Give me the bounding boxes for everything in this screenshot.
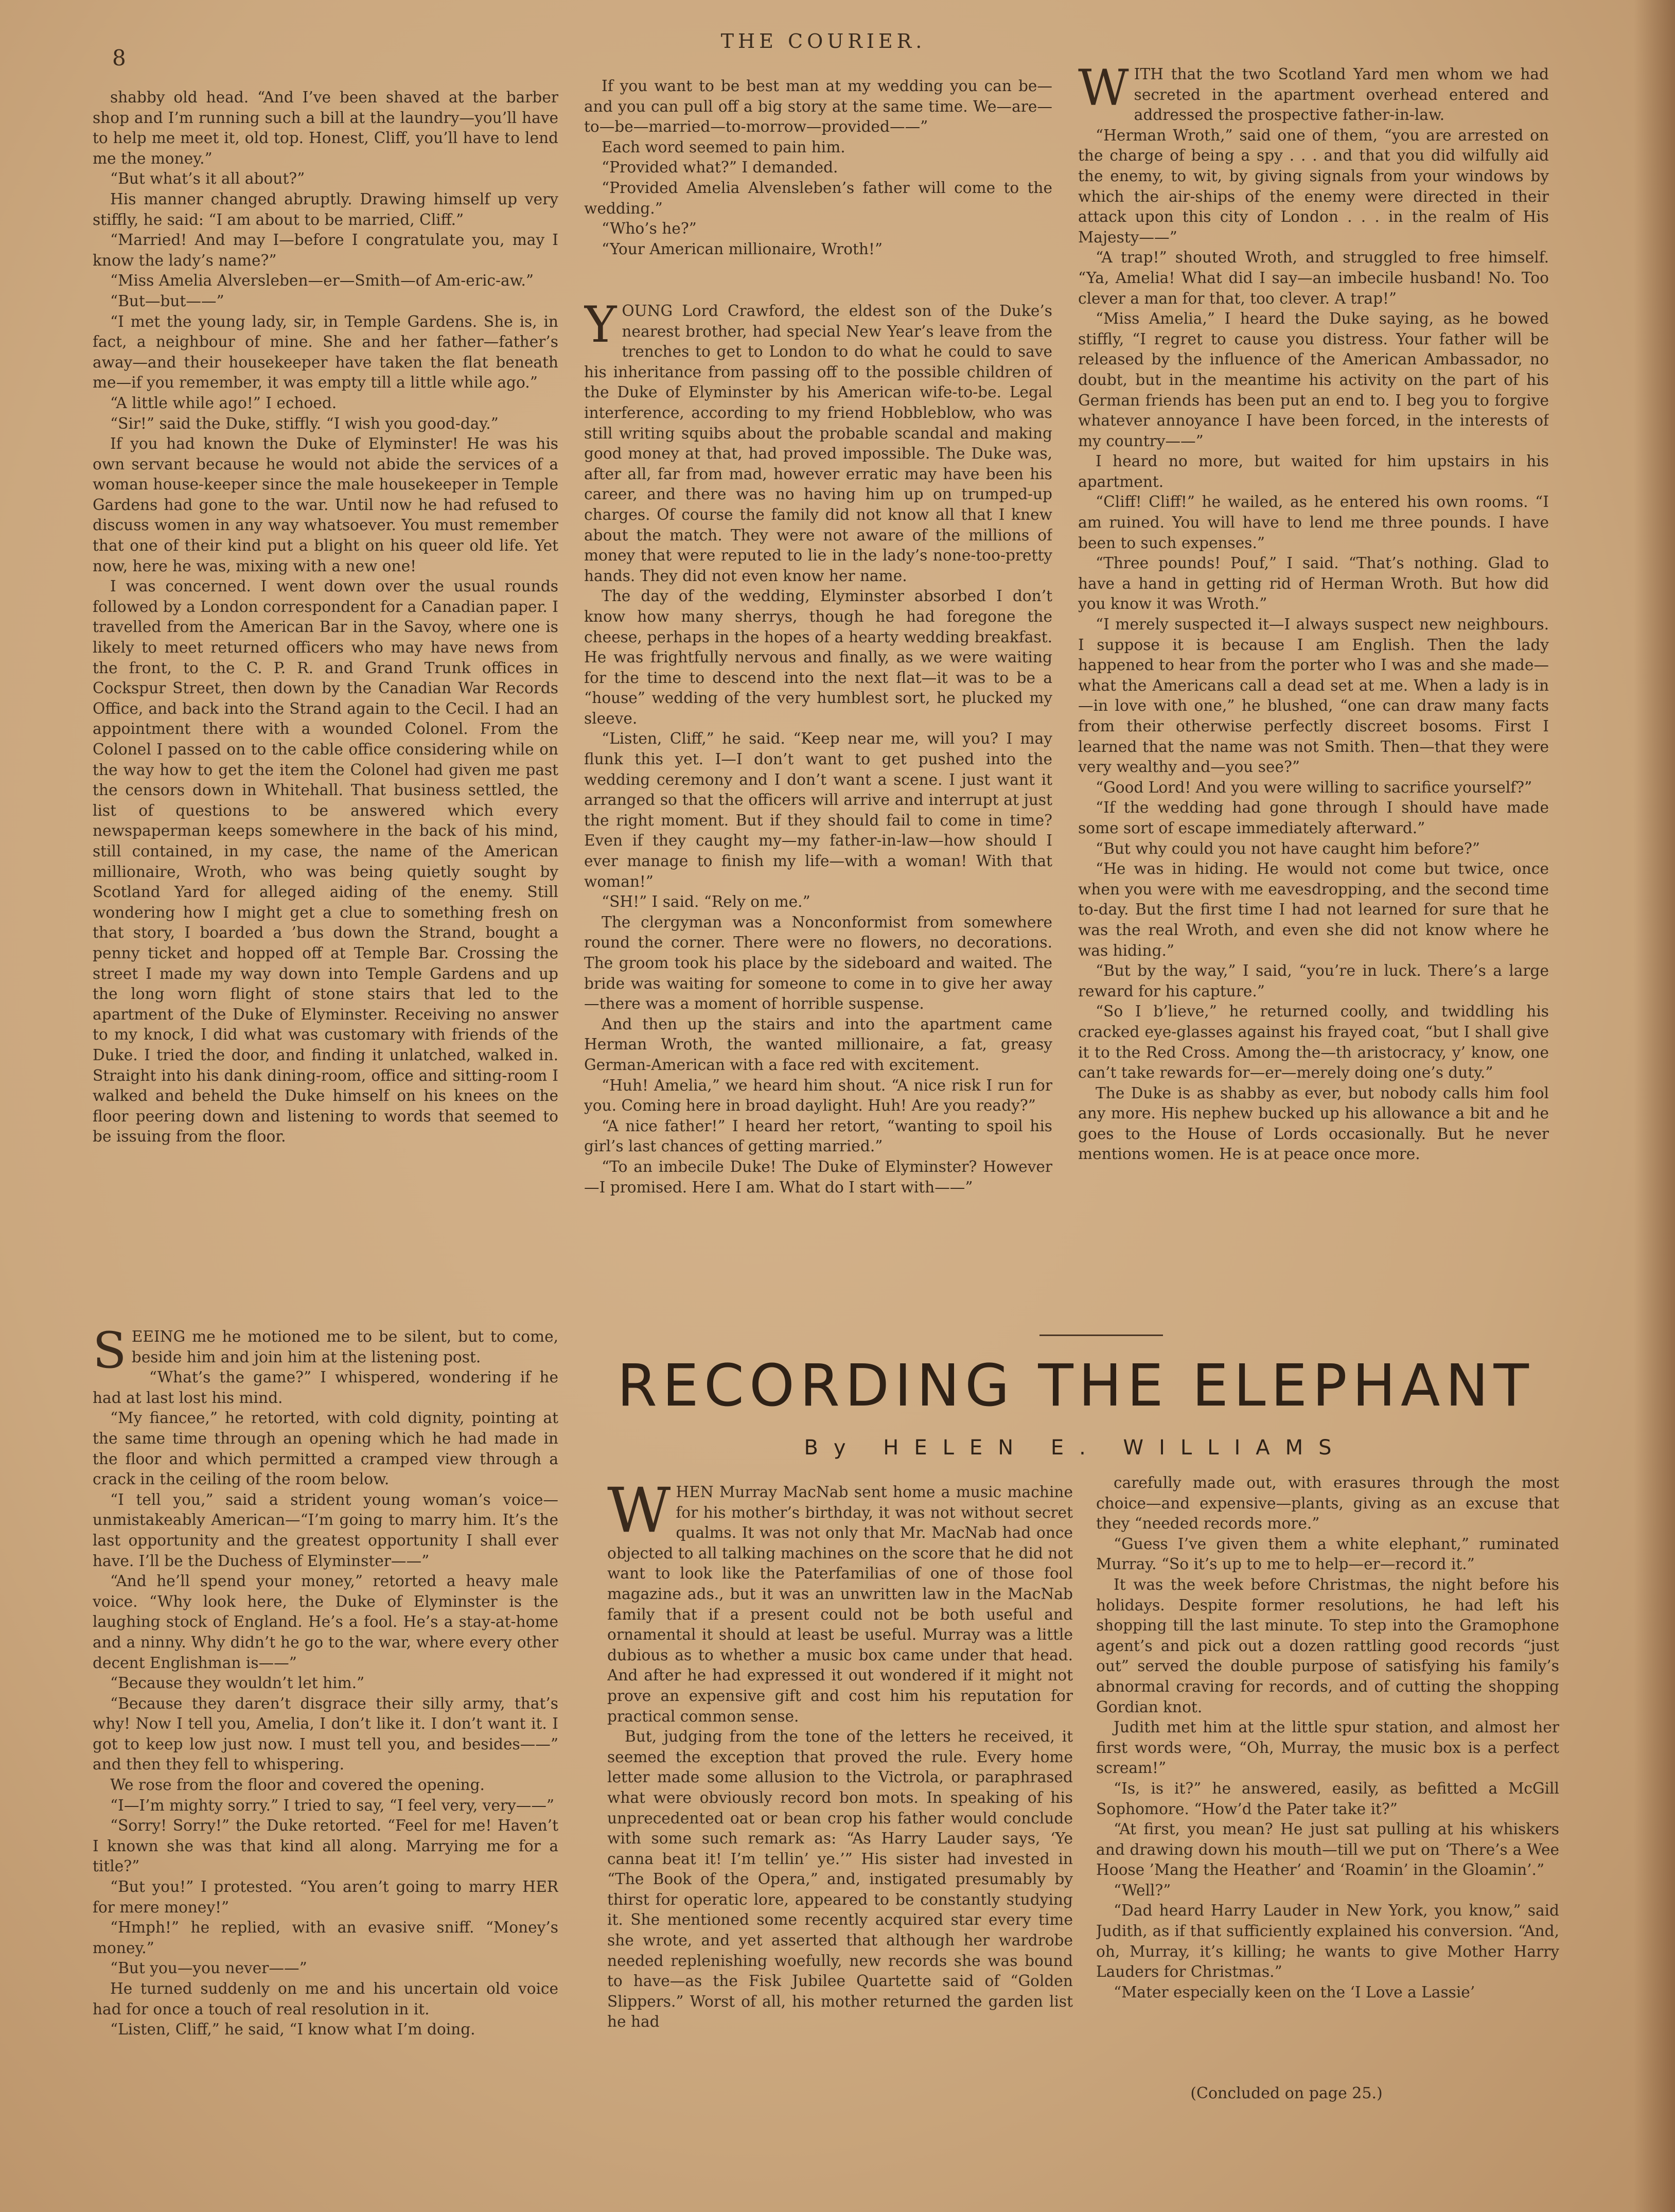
paragraph: He turned suddenly on me and his uncertain old voice had for once a touch of real resolution in it.: [93, 1980, 558, 2018]
paragraph: “Huh! Amelia,” we heard him shout. “A nice risk I run for you. Coming here in broad daylight. Huh! Are you ready?”: [584, 1076, 1052, 1115]
paragraph: “SH!” I said. “Rely on me.”: [602, 893, 810, 911]
paragraph: But, judging from the tone of the letters he received, it seemed the exception that proved the rule. Every home letter made some allusion to the Victrola, or paraphrased what were obviously record bon mots. In speaking of his unprecedented oat or bean crop his father would conclude with some such remark as: “As Harry Lauder says, ‘Ye canna beat it! I’m tellin’ ye.’” His sister had invested in “The Book of the Opera,” and, instigated presumably by thirst for operatic lore, appeared to be constantly studying it. She mentioned some recently acquired star every time she wrote, and yet asserted that although her wardrobe needed replenishing woefully, new records she was bound to have—as the Fisk Jubilee Quartette said of “Golden Slippers.” Worst of all, his mother returned the garden list he had: [607, 1728, 1073, 2031]
paragraph: And then up the stairs and into the apartment came Herman Wroth, the wanted millionaire, a fat, greasy German-American with a face red with excitement.: [584, 1015, 1052, 1074]
paragraph: “I tell you,” said a strident young woman’s voice—unmistakeably American—“I’m going to marry him. It’s the last opportunity and the greatest opportunity I shall ever have. I’ll be the Duchess of Elyminster——”: [93, 1490, 558, 1570]
paragraph: “Hmph!” he replied, with an evasive sniff. “Money’s money.”: [93, 1919, 558, 1957]
paragraph: “Who’s he?”: [602, 220, 697, 238]
paragraph: carefully made out, with erasures through the most choice—and expensive—plants, giving as an excuse that they “needed records more.”: [1096, 1474, 1559, 1533]
paragraph: “Sorry! Sorry!” the Duke retorted. “Feel for me! Haven’t I known she was that kind all along. Marrying me for a title?”: [93, 1817, 558, 1875]
story-byline: By HELEN E. WILLIAMS: [804, 1436, 1347, 1460]
paragraph: HEN Murray MacNab sent home a music machine for his mother’s birthday, it was not without secret qualms. It was not only that Mr. MacNab had once objected to all talking machines on the score that he did not want to look like the Paterfamilias of one of those fool magazine ads., but it was an unwritten law in the MacNab family that if a present could not be both useful and ornamental it should at least be useful. Murray was a little dubious as to whether a music box came under that head. And after he had expressed it out wondered if it might not prove an expensive gift and cost him his reputation for practical common sense.: [607, 1483, 1073, 1725]
drop-cap: W: [607, 1482, 671, 1547]
paragraph: “If the wedding had gone through I should have made some sort of escape immediately afterward.”: [1078, 799, 1549, 837]
paragraph: “Three pounds! Pouf,” I said. “That’s nothing. Glad to have a hand in getting rid of Herman Wroth. But how did you know it was Wroth.”: [1078, 554, 1549, 613]
paragraph: “But by the way,” I said, “you’re in luck. There’s a large reward for his capture.”: [1078, 962, 1549, 1000]
paragraph: The Duke is as shabby as ever, but nobody calls him fool any more. His nephew bucked up his allowance a bit and he goes to the House of Lords occasionally. But he never mentions women. He is at peace once more.: [1078, 1084, 1549, 1163]
paragraph: “Cliff! Cliff!” he wailed, as he entered his own rooms. “I am ruined. You will have to lend me three pounds. I have been to such expenses.”: [1078, 493, 1549, 552]
paragraph: Judith met him at the little spur station, and almost her first words were, “Oh, Murray, the music box is a perfect scream!”: [1096, 1718, 1559, 1777]
story-column-right: [1096, 1473, 1559, 2080]
paragraph: The day of the wedding, Elyminster absorbed I don’t know how many sherrys, though he had foregone the cheese, perhaps in the hopes of a hearty wedding breakfast. He was frightfully nervous and finally, as we were waiting for the time to descend into the next flat—it was to be a “house” wedding of the very humblest sort, he plucked my sleeve.: [584, 587, 1052, 727]
paragraph: “Provided what?” I demanded.: [602, 159, 838, 177]
column-3-top: [1078, 64, 1549, 1305]
column-2-section: [584, 301, 1052, 1315]
paragraph: “My fiancee,” he retorted, with cold dignity, pointing at the same time through an opening which he had made in the floor and which permitted a cramped view through a crack in the ceiling of the room below.: [93, 1409, 558, 1488]
paragraph: shabby old head. “And I’ve been shaved at the barber shop and I’m running such a bill at the laundry—you’ll have to help me meet it, old top. Honest, Cliff, you’ll have to lend me the money.”: [93, 89, 558, 167]
paragraph: “Herman Wroth,” said one of them, “you are arrested on the charge of being a spy . . . and that you did wilfully aid the enemy, to wit, by giving signals from your windows by which the air-ships of the enemy were directed in their attack upon this city of London . . . in the realm of His Majesty——”: [1078, 126, 1549, 246]
paragraph: “Dad heard Harry Lauder in New York, you know,” said Judith, as if that sufficiently explained his conversion. “And, oh, Murray, it’s killing; he wants to give Mother Harry Lauders for Christmas.”: [1096, 1902, 1559, 1981]
page-edge-shadow: [1634, 0, 1675, 2212]
paragraph: “Is, is it?” he answered, easily, as befitted a McGill Sophomore. “How’d the Pater take it?”: [1096, 1779, 1559, 1818]
paragraph: “But why could you not have caught him before?”: [1096, 839, 1480, 857]
paragraph: OUNG Lord Crawford, the eldest son of the Duke’s nearest brother, had special New Year’s leave from the trenches to get to London to do what he could to save his inheritance from passing off to the possible children of the Duke of Elyminster by his American wife-to-be. Legal interference, according to my friend Hobbleblow, who was still writing squibs about the probable scandal and making good money at that, had proved impossible. The Duke was, after all, far from mad, however erratic may have been his career, and there was no having him up on trumped-up charges. Of course the family did not know all that I knew about the match. They were not aware of the millions of money that were reputed to lie in the lady’s none-too-pretty hands. They did not even know her name.: [584, 302, 1052, 585]
page-number: 8: [112, 45, 126, 71]
paragraph: “Listen, Cliff,” he said. “Keep near me, will you? I may flunk this yet. I—I don’t want to get pushed into the wedding ceremony and I don’t want a scene. I just want it arranged so that the officers will arrive and interrupt at just the right moment. But if they should fail to come in time? Even if they caught my—my father-in-law—how should I ever manage to finish my life—with a woman! With that woman!”: [584, 730, 1052, 890]
paragraph: We rose from the floor and covered the opening.: [110, 1776, 485, 1794]
paragraph: If you had known the Duke of Elyminster! He was his own servant because he would not abide the services of a woman house-keeper since the male housekeeper in Temple Gardens had gone to the war. Until now he had refused to discuss women in any way whatsoever. You must remember that one of their kind put a blight on his queer old life. Yet now, here he was, mixing with a new one!: [93, 435, 558, 575]
paragraph: “Miss Amelia Alversleben—er—Smith—of Am-eric-aw.”: [110, 272, 534, 290]
column-2-top: [584, 76, 1052, 287]
paragraph: “At first, you mean? He just sat pulling at his whiskers and drawing down his mouth—till we put on ‘There’s a Wee Hoose ’Mang the Heather’ and ‘Roamin’ in the Gloamin’.”: [1096, 1820, 1559, 1879]
paragraph: His manner changed abruptly. Drawing himself up very stiffly, he said: “I am about to be married, Cliff.”: [93, 190, 558, 229]
paragraph: “Because they wouldn’t let him.”: [110, 1674, 365, 1692]
paragraph: “A trap!” shouted Wroth, and struggled to free himself. “Ya, Amelia! What did I say—an imbecile husband! No. Too clever a man for that, too clever. A trap!”: [1078, 249, 1549, 307]
paragraph: “So I b’lieve,” he returned coolly, and twiddling his cracked eye-glasses against his frayed coat, “but I shall give it to the Red Cross. Among the—th aristocracy, y’ know, one can’t take rewards for—er—merely doing one’s duty.”: [1078, 1003, 1549, 1082]
paragraph: “Mater especially keen on the ‘I Love a Lassie’: [1114, 1983, 1475, 2001]
paragraph: “Because they daren’t disgrace their silly army, that’s why! Now I tell you, Amelia, I don’t like it. I don’t want it. I got to keep low just now. I must tell you, and besides——” and then they fell to whispering.: [93, 1694, 558, 1774]
paragraph: I heard no more, but waited for him upstairs in his apartment.: [1078, 452, 1549, 490]
paragraph: “I met the young lady, sir, in Temple Gardens. She is, in fact, a neighbour of mine. She and her father—father’s away—and their housekeeper have taken the flat beneath me—if you remember, it was empty till a little while ago.”: [93, 312, 558, 392]
story-headline: RECORDING THE ELEPHANT: [617, 1353, 1534, 1419]
paragraph: “Good Lord! And you were willing to sacrifice yourself?”: [1096, 778, 1532, 796]
paragraph: “I merely suspected it—I always suspect new neighbours. I suppose it is because I am English. Then the lady happened to hear from the porter who I was and she made—what the Americans call a dead set at me. When a lady is in—in love with one,” he blushed, “one can draw many facts from their otherwise perfectly discreet bosoms. First I learned that the name was not Smith. Then—that they were very wealthy and—you see?”: [1078, 616, 1549, 776]
paragraph: “A little while ago!” I echoed.: [110, 394, 337, 412]
paragraph: “But what’s it all about?”: [110, 170, 305, 188]
paragraph: “Your American millionaire, Wroth!”: [602, 240, 883, 258]
paragraph: “Sir!” said the Duke, stiffly. “I wish you good-day.”: [110, 414, 499, 432]
paragraph: “Listen, Cliff,” he said, “I know what I’m doing.: [110, 2021, 475, 2039]
paragraph: If you want to be best man at my wedding you can be—and you can pull off a big story at the same time. We—are—to—be—married—to-morrow—provided——”: [584, 77, 1052, 136]
paragraph: “I—I’m mighty sorry.” I tried to say, “I feel very, very——”: [110, 1796, 555, 1814]
paragraph: “Guess I’ve given them a white elephant,” ruminated Murray. “So it’s up to me to help—er—record it.”: [1096, 1535, 1559, 1573]
paragraph: “But you!” I protested. “You aren’t going to marry HER for mere money!”: [93, 1878, 558, 1916]
paragraph: I was concerned. I went down over the usual rounds followed by a London correspondent for a Canadian paper. I travelled from the American Bar in the Savoy, where one is likely to meet returned officers who may have news from the front, to the C. P. R. and Grand Trunk offices in Cockspur Street, then down by the Canadian War Records Office, and back into the Strand again to the Cecil. I had an appointment there with a wounded Colonel. From the Colonel I passed on to the cable office considering while on the way how to get the item the Colonel had given me past the censors down in Whitehall. That business settled, the list of questions to be answered which every newspaperman keeps somewhere in the back of his mind, still contained, in my case, the name of the American millionaire, Wroth, who was being quietly sought by Scotland Yard for alleged aiding of the enemy. Still wondering how I might get a clue to something fresh on that story, I boarded a ’bus down the Strand, bought a penny ticket and hopped off at Temple Bar. Crossing the street I made my way down into Temple Gardens and up the long worn flight of stone stairs that led to the apartment of the Duke of Elyminster. Receiving no answer to my knock, I did what was customary with friends of the Duke. I tried the door, and finding it unlatched, walked in. Straight into his dank dining-room, office and sitting-room I walked and beheld the Duke himself on his knees on the floor peering down and listening to words that seemed to be issuing from the floor.: [93, 577, 558, 1146]
paragraph: “Well?”: [1114, 1881, 1171, 1899]
paragraph: The clergyman was a Nonconformist from somewhere round the corner. There were no flowers, no decorations. The groom took his place by the sideboard and waited. The bride was waiting for someone to come in to give her away—there was a moment of horrible suspense.: [584, 913, 1052, 1013]
column-1-top: [93, 87, 558, 1307]
story-column-left: [607, 1482, 1073, 2110]
paragraph: “Provided Amelia Alvensleben’s father will come to the wedding.”: [584, 179, 1052, 217]
continued-note: (Concluded on page 25.): [1190, 2084, 1383, 2102]
paragraph: “But you—you never——”: [110, 1959, 307, 1977]
section-divider: [1039, 1335, 1163, 1336]
drop-cap: Y: [584, 301, 617, 354]
column-1-bottom: [93, 1327, 558, 2078]
drop-cap: S: [93, 1327, 127, 1379]
paragraph: It was the week before Christmas, the night before his holidays. Despite former resolutions, he had left his shopping till the last minute. To step into the Gramophone agent’s and pick out a dozen rattling good records “just out” served the double purpose of satisfying his family’s abnormal craving for records, and of cutting the shopping Gordian knot.: [1096, 1575, 1559, 1716]
paragraph: “A nice father!” I heard her retort, “wanting to spoil his girl’s last chances of getting married.”: [584, 1117, 1052, 1155]
masthead: THE COURIER.: [720, 30, 926, 52]
drop-cap: W: [1078, 64, 1129, 117]
paragraph: “And he’ll spend your money,” retorted a heavy male voice. “Why look here, the Duke of Elyminster is the laughing stock of England. He’s a fool. He’s a stay-at-home and a ninny. Why didn’t he go to the war, where every other decent Englishman is——”: [93, 1572, 558, 1672]
paragraph: “But—but——”: [110, 292, 224, 310]
paragraph: “What’s the game?” I whispered, wondering if he had at last lost his mind.: [93, 1368, 558, 1407]
paragraph: EEING me he motioned me to be silent, but to come, beside him and join him at the listening post.: [131, 1328, 558, 1366]
paragraph: “To an imbecile Duke! The Duke of Elyminster? However—I promised. Here I am. What do I start with——”: [584, 1157, 1052, 1196]
paragraph: “Married! And may I—before I congratulate you, may I know the lady’s name?”: [93, 231, 558, 269]
paragraph: “He was in hiding. He would not come but twice, once when you were with me eavesdropping, and the second time to-day. But the first time I had not learned for sure that he was the real Wroth, and even she did not know where he was hiding.”: [1078, 860, 1549, 959]
paragraph: ITH that the two Scotland Yard men whom we had secreted in the apartment overhead entered and addressed the prospective father-in-law.: [1134, 65, 1549, 124]
paragraph: “Miss Amelia,” I heard the Duke saying, as he bowed stiffly, “I regret to cause you distress. Your father will be released by the influence of the American Ambassador, no doubt, but in the meantime his activity on the part of his German friends has been put an end to. I beg you to forgive whatever annoyance I have been forced, in the interests of my country——”: [1078, 310, 1549, 450]
paragraph: Each word seemed to pain him.: [602, 138, 845, 156]
